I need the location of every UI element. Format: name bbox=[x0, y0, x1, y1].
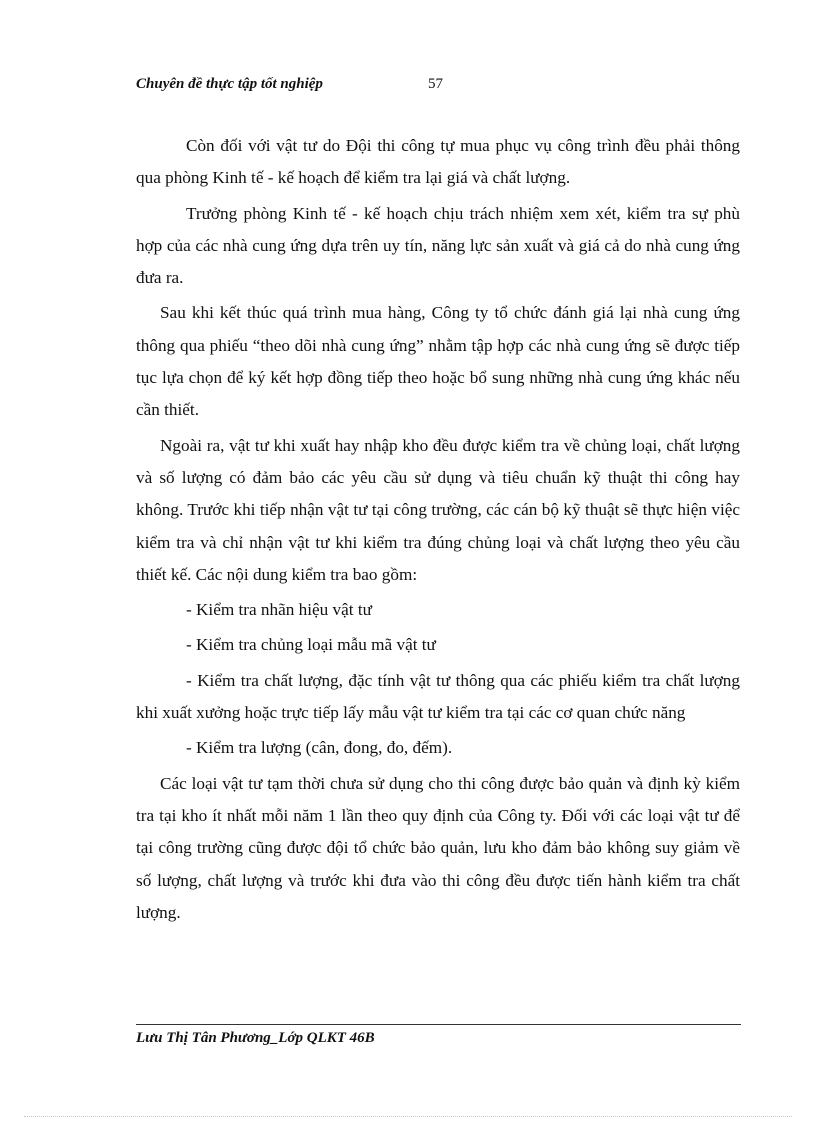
page-bottom-border bbox=[24, 1116, 792, 1117]
list-item-brand-check: - Kiểm tra nhãn hiệu vật tư bbox=[186, 600, 372, 620]
list-item-quality-check: - Kiểm tra chất lượng, đặc tính vật tư thông qua các phiếu kiểm tra chất lượng khi xuất xưởng hoặc trực tiếp lấy mẫu vật tư kiểm tra tại các cơ quan chức năng bbox=[136, 670, 740, 723]
paragraph-supplier-evaluation: Sau khi kết thúc quá trình mua hàng, Công ty tổ chức đánh giá lại nhà cung ứng thông qua phiếu “theo dõi nhà cung ứng” nhằm tập hợp các nhà cung ứng sẽ được tiếp tục lựa chọn để ký kết hợp đồng tiếp theo hoặc bổ sung những nhà cung ứng khác nếu cần thiết. bbox=[136, 303, 740, 420]
list-item-type-check: - Kiểm tra chủng loại mẫu mã vật tư bbox=[186, 635, 436, 655]
page-number: 57 bbox=[428, 76, 443, 92]
paragraph-department-head-responsibility: Trưởng phòng Kinh tế - kế hoạch chịu trách nhiệm xem xét, kiểm tra sự phù hợp của các nhà cung ứng dựa trên uy tín, năng lực sản xuất và giá cả do nhà cung ứng đưa ra. bbox=[136, 203, 740, 288]
footer-divider bbox=[136, 1024, 741, 1025]
paragraph-storage: Các loại vật tư tạm thời chưa sử dụng cho thi công được bảo quản và định kỳ kiểm tra tại kho ít nhất mỗi năm 1 lần theo quy định của Công ty. Đối với các loại vật tư để tại công trường cũng được đội tổ chức bảo quản, lưu kho đảm bảo không suy giảm về số lượng, chất lượng và trước khi đưa vào thi công đều được tiến hành kiểm tra chất lượng. bbox=[136, 773, 740, 922]
list-item-quantity-check: - Kiểm tra lượng (cân, đong, đo, đếm). bbox=[186, 738, 453, 758]
body-text bbox=[136, 130, 740, 932]
paragraph-inspection-overview: Ngoài ra, vật tư khi xuất hay nhập kho đều được kiểm tra về chủng loại, chất lượng và số lượng có đảm bảo các yêu cầu sử dụng và tiêu chuẩn kỹ thuật thi công hay không. Trước khi tiếp nhận vật tư tại công trường, các cán bộ kỹ thuật sẽ thực hiện việc kiểm tra và chỉ nhận vật tư khi kiểm tra đúng chủng loại và chất lượng theo yêu cầu thiết kế. Các nội dung kiểm tra bao gồm: bbox=[136, 435, 740, 584]
header-title: Chuyên đề thực tập tốt nghiệp bbox=[136, 76, 323, 92]
page-header bbox=[136, 76, 736, 98]
paragraph-self-purchased-materials: Còn đối với vật tư do Đội thi công tự mua phục vụ công trình đều phải thông qua phòng Kinh tế - kế hoạch để kiểm tra lại giá và chất lượng. bbox=[136, 136, 740, 188]
footer-author: Lưu Thị Tân Phương_Lớp QLKT 46B bbox=[136, 1030, 375, 1046]
